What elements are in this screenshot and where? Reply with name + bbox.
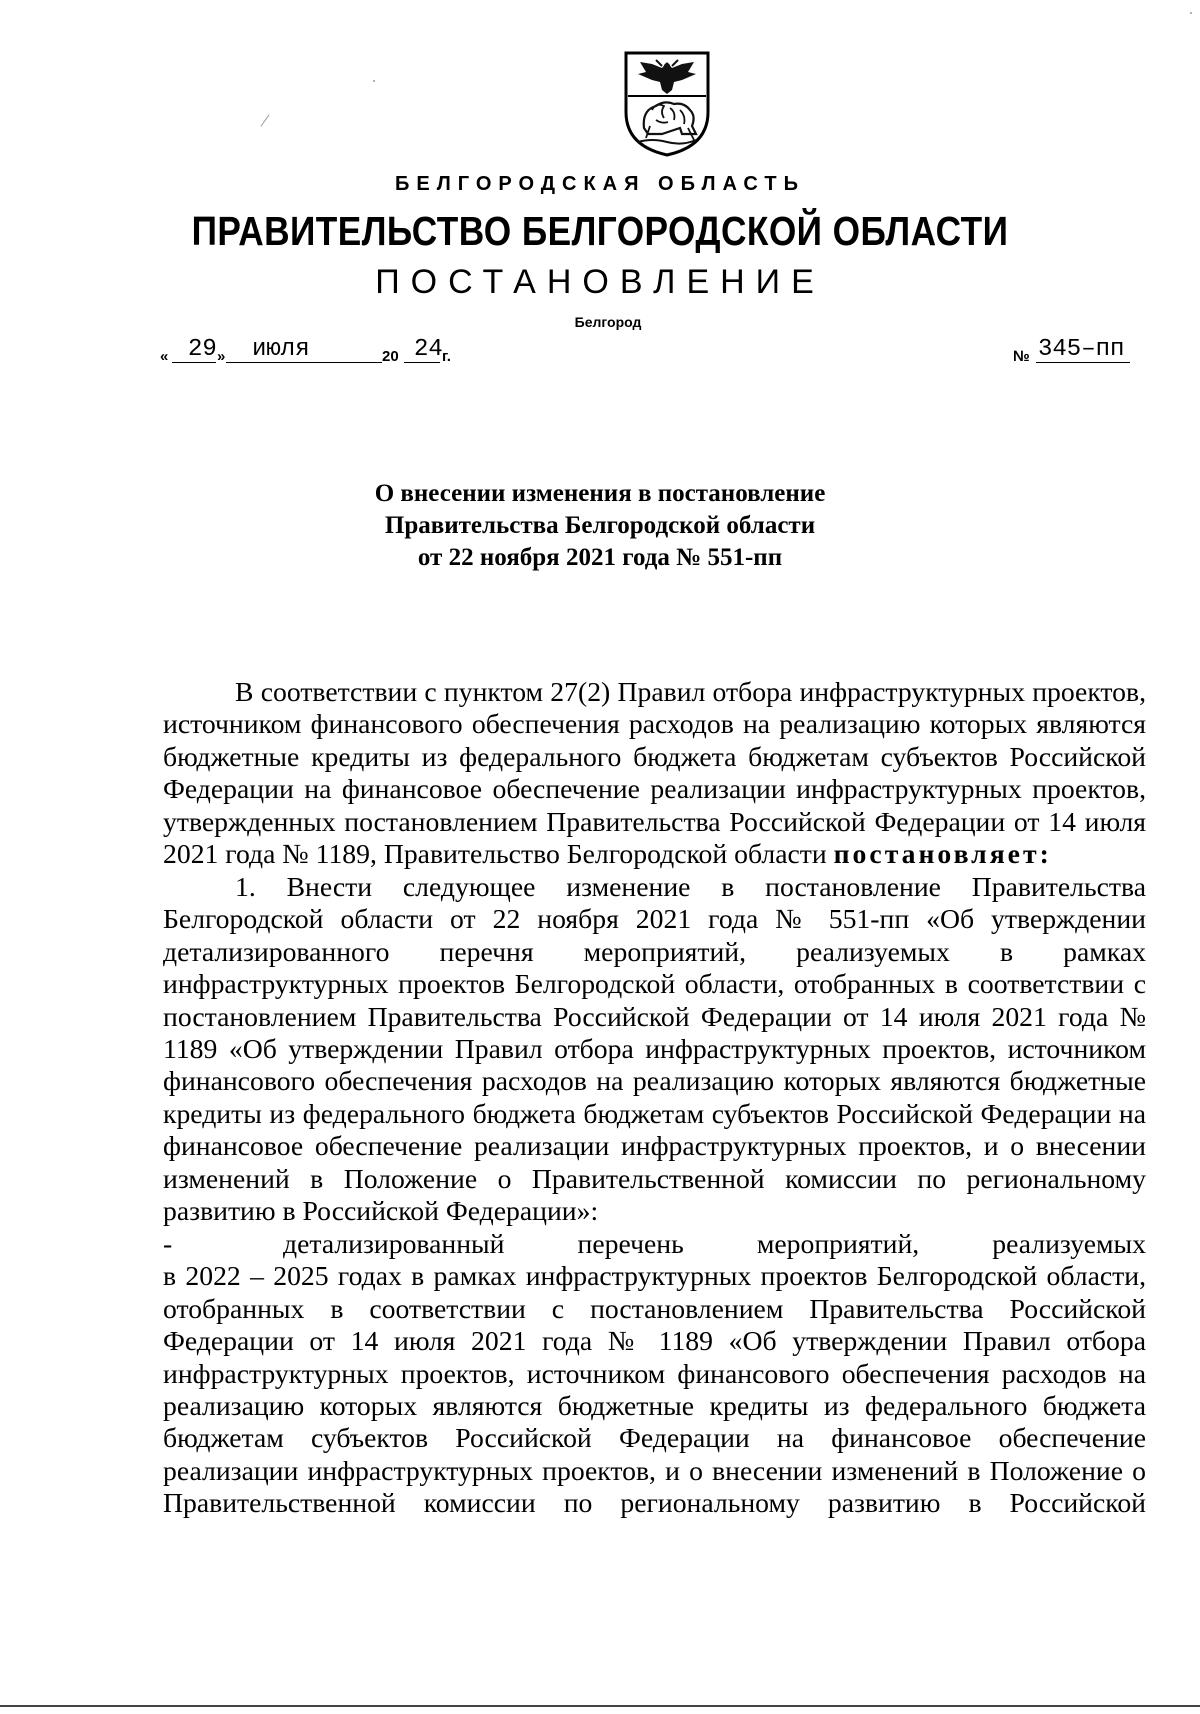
document-number: 345–пп xyxy=(1038,336,1125,363)
date-close-quote: » xyxy=(217,348,226,365)
year-suffix: 24 xyxy=(414,336,443,363)
number-sign: № xyxy=(1013,348,1030,365)
decree-action-word: постановляет: xyxy=(833,838,1052,870)
paragraph-item-1: 1. Внести следующее изменение в постановление Правительства Белгородской области от 22 ноября 2021 года № 551-пп «Об утверждении детализированного перечня мероприятий, реализуемых в рамках инфраструктурных проектов Белгородской области, отобранных в соответствии с постановлением Правительства Российской Федерации от 14 июля 2021 года № 1189 «Об утверждении Правил отбора инфраструктурных проектов, источником финансового обеспечения расходов на реализацию которых являются бюджетные кредиты из федерального бюджета бюджетам субъектов Российской Федерации на финансовое обеспечение реализации инфраструктурных проектов, и о внесении изменений в Положение о Правительственной комиссии по региональному развитию в Российской Федерации»: xyxy=(163,870,1146,1227)
title-line-1: О внесении изменения в постановление xyxy=(374,480,826,507)
number-underline xyxy=(1036,362,1130,363)
scan-speck xyxy=(373,80,375,82)
document-body xyxy=(163,676,1146,1520)
paragraph-preamble xyxy=(163,676,1146,871)
scan-bottom-edge xyxy=(0,1705,1200,1707)
title-line-3: от 22 ноября 2021 года № 551-пп xyxy=(417,544,783,571)
paragraph-list-item-start xyxy=(163,1228,1146,1260)
coat-of-arms-emblem xyxy=(622,50,712,158)
date-open-quote: « xyxy=(160,348,169,365)
city-name: Белгород xyxy=(574,314,642,330)
document-type: ПОСТАНОВЛЕНИЕ xyxy=(375,263,825,301)
day-underline xyxy=(172,362,216,363)
region-name: БЕЛГОРОДСКАЯ ОБЛАСТЬ xyxy=(395,173,805,195)
scan-artifact xyxy=(261,114,270,126)
date-day: 29 xyxy=(188,336,217,363)
date-month: июля xyxy=(252,336,310,363)
date-number-line xyxy=(160,338,1130,378)
year-g: г. xyxy=(442,348,451,365)
list-dash: - xyxy=(163,1227,173,1259)
list-item-start-text: детализированный перечень мероприятий, реализуемых xyxy=(283,1227,1146,1259)
year-prefix: 20 xyxy=(382,348,399,365)
paragraph-list-item-continuation: в 2022 – 2025 годах в рамках инфраструктурных проектов Белгородской области, отобранных в соответствии с постановлением Правительства Российской Федерации от 14 июля 2021 года № 1189 «Об утверждении Правил отбора инфраструктурных проектов, источником финансового обеспечения расходов на реализацию которых являются бюджетные кредиты из федерального бюджета бюджетам субъектов Российской Федерации на финансовое обеспечение реализации инфраструктурных проектов, и о внесении изменений в Положение о Правительственной комиссии по региональному развитию в Российской xyxy=(163,1260,1146,1519)
scan-speck xyxy=(1190,12,1192,14)
year-underline xyxy=(404,362,440,363)
preamble-text: В соответствии с пунктом 27(2) Правил отбора инфраструктурных проектов, источником финансового обеспечения расходов на реализацию которых являются бюджетные кредиты из федерального бюджета бюджетам субъектов Российской Федерации на финансовое обеспечение реализации инфраструктурных проектов, утвержденных постановлением Правительства Российской Федерации от 14 июля 2021 года № 1189, Правительство Белгородской области xyxy=(163,676,1146,870)
title-line-2: Правительства Белгородской области xyxy=(384,512,816,539)
document-title xyxy=(0,478,1200,574)
government-name: ПРАВИТЕЛЬСТВО БЕЛГОРОДСКОЙ ОБЛАСТИ xyxy=(191,208,1009,254)
